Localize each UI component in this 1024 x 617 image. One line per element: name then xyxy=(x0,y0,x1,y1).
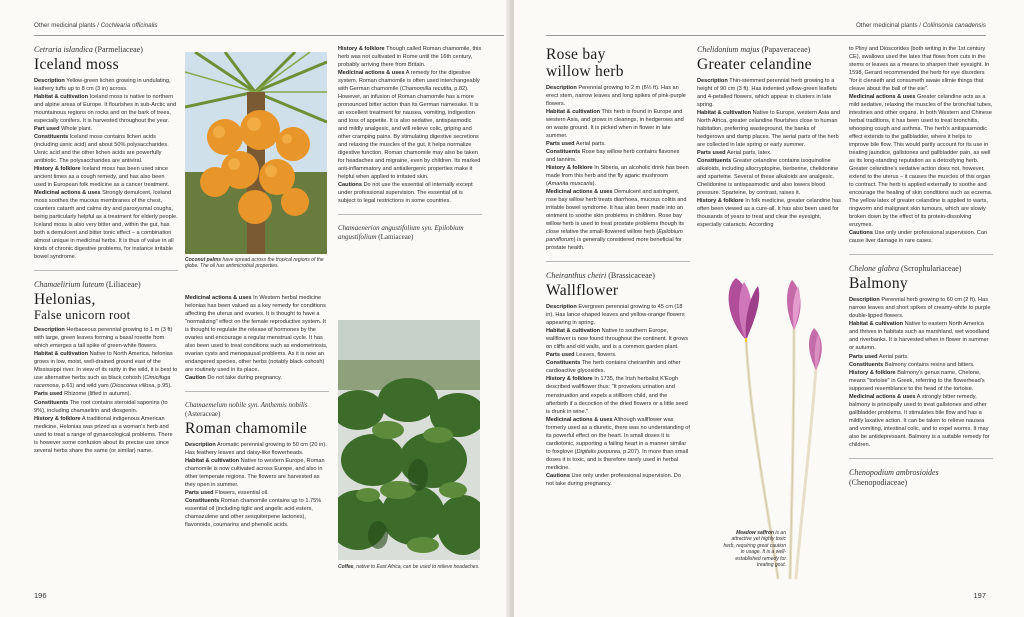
chamomile-actions: Medicinal actions & uses A remedy for the digestive system, Roman chamomile is often used interchangeably with German chamomile (Chamomilla recutita, p.82). However, an infusion of Roman chamomile has a more pronounced bitter action than its German namesake. It is an excellent treatment for nausea, vomiting, indigestion and loss of appetite. It is also sedative, antispasmodic and mildly analgesic, and will relieve colic, griping and other cramping pains. By stimulating digestive secretions and relaxing the muscles of the gut, it helps normalize digestive function. Roman chamomile may also be taken for headaches and migraine, even by children. Its marked anti-inflammatory and antiallergenic properties make it helpful when applied to irritated skin. xyxy=(338,70,481,181)
rosebay-history: History & folklore In Siberia, an alcoholic drink has been made from this herb and the fly agaric mushroom (Amanita muscaria). xyxy=(546,165,689,188)
saffron-caption: Meadow saffron is an attractive yet highly toxic herb, requiring great caution in usage. It is a well-established remedy for treating gout. xyxy=(723,530,786,569)
iceland-actions: Medicinal actions & uses Strongly demulcent, Iceland moss soothes the mucous membranes of the chest, counters catarrh and calms dry and paroxysmal coughs, being particularly helpful as a treatment for elderly people. Iceland moss is also very bitter and, within the gut, has both a demulcent and bitter tonic effect – a combination almost unique in medicinal herbs. It is thus of value in all kinds of chronic digestive problems, for instance irritable bowel syndrome. xyxy=(34,190,178,261)
wallflower-history: History & folklore In 1735, the Irish herbalist K'Eogh described wallflower thus: "It provokes urination and menstruation and expels a stillborn child, and the afterbirth if a decoction of the dried flowers or a little seed is drunk in wine." xyxy=(546,376,688,415)
helonias-constituents: Constituents The root contains steroidal saponins (to 9%), including chamaelirin and diosgenin. xyxy=(34,399,168,414)
separator xyxy=(34,270,178,271)
chamaenerion-latin: Chamaenerion angustifolium syn. Epilobium angustifolium (Lamiaceae) xyxy=(338,224,464,242)
balmony-habitat: Habitat & cultivation Native to eastern North America and thrives in habitats such as marshland, wet woodland and riverbanks. It is harvested when in flower in summer or autumn. xyxy=(849,321,990,352)
balmony-description: Description Perennial herb growing to 60 cm (2 ft). Has narrow leaves and short spikes of creamy-white to purple double-lipped flowers. xyxy=(849,297,991,320)
balmony-history: History & folklore Balmony's genus name, Chelone, means "tortoise" in Greek, referring to the flowerhead's supposed resemblance to the head of the tortoise. xyxy=(849,369,985,392)
celandine-title: Greater celandine xyxy=(697,56,812,73)
rosebay-constituents: Constituents Rose bay willow herb contains flavones and tannins. xyxy=(546,149,680,164)
iceland-constituents: Constituents Iceland moss contains lichen acids (including usnic acid) and about 50% polysaccharides. Usnic acid and the other lichen acids are powerfully antibiotic. The polysaccharides are antiviral. xyxy=(34,134,169,165)
helonias-history: History & folklore A traditional indigenous American medicine, Helonias was prized as a woman's herb and used to treat a range of gynaecological problems. There is however some confusion about its precise use since several herbs share the same (or similar) name. xyxy=(34,415,173,454)
chamomile-habitat: Habitat & cultivation Native to western Europe, Roman chamomile is now cultivated across Europe, and also in other temperate regions. The flowers are harvested as they open in summer. xyxy=(185,458,325,489)
celandine-history: History & folklore In folk medicine, greater celandine has often been viewed as a cure-all. It has also been used for thousands of years to treat and clear the eyesight, especially cataracts. According xyxy=(697,198,841,229)
balmony-latin: Chelone glabra (Scrophulariaceae) xyxy=(849,264,962,274)
celandine-latin: Chelidonium majus (Papaveraceae) xyxy=(697,45,811,54)
wallflower-caution: Cautions Use only under professional supervision. Do not take during pregnancy. xyxy=(546,472,681,487)
helonias-title: Helonias, xyxy=(34,291,96,309)
chamomile-history: History & folklore Though called Roman chamomile, this herb was not cultivated in Rome until the 16th century, probably arriving there from Britain. xyxy=(338,46,482,69)
chamomile-constituents: Constituents Roman chamomile contains up to 1.75% essential oil (including tiglic and angelic acid esters, chamazulene and other sesquiterpene lactones), flavonoids, coumarins and phenolic acids. xyxy=(185,498,322,529)
head-rule-left xyxy=(34,35,504,36)
celandine-habitat: Habitat & cultivation Native to Europe, western Asia and North Africa, greater celandine flourishes close to human habitation, preferring wasteground, the banks of hedgerows and damp places. The aerial parts of the herb are collected in late spring or early summer. xyxy=(697,110,841,149)
iceland-description: Description Yellow-green lichen growing in undulating, leathery tufts up to 8 cm (3 in) across. xyxy=(34,78,171,93)
right-page xyxy=(514,0,1024,617)
column-5 xyxy=(697,45,841,229)
balmony-constituents: Constituents Balmony contains resins and bitters. xyxy=(849,361,975,368)
column-6 xyxy=(849,45,993,488)
celandine-description: Description Thin-stemmed perennial herb growing to a height of 90 cm (3 ft). Has indented yellow-green leaflets and 4-petalled flowers, which appear in clusters in late spring. xyxy=(697,78,837,109)
chamomile-caution: Cautions Do not use the essential oil internally except under professional supervision. The essential oil is subject to legal restrictions in some countries. xyxy=(338,182,473,205)
iceland-moss-title: Iceland moss xyxy=(34,56,119,73)
wallflower-actions: Medicinal actions & uses Although wallflower was formerly used as a diuretic, there was no understanding of its powerful effect on the heart. In small doses it is cardiotonic, supporting a failing heart in a manner similar to foxglove (Digitalis purpurea, p.207). In more than small doses it is toxic, and is therefore rarely used in herbal medicine. xyxy=(546,416,690,471)
separator xyxy=(338,214,482,215)
iceland-moss-latin: Cetraria islandica (Parmeliaceae) xyxy=(34,45,143,54)
helonias-subtitle: False unicorn root xyxy=(34,308,131,323)
page-number-right: 197 xyxy=(973,591,986,600)
wallflower-parts: Parts used Leaves, flowers. xyxy=(546,352,617,359)
celandine-parts: Parts used Aerial parts, latex. xyxy=(697,150,772,157)
helonias-caution: Caution Do not take during pregnancy. xyxy=(185,375,282,382)
helonias-parts: Parts used Rhizome (lifted in autumn). xyxy=(34,391,132,398)
helonias-description: Description Herbaceous perennial growing to 1 m (3 ft) with large, green leaves forming a basal rosette from which emerges a tall spike of green-white flowers. xyxy=(34,327,173,350)
celandine-constituents: Constituents Greater celandine contains isoquinoline alkaloids, including allocryptopine, berberine, chelidonine and sparteine. Several of these alkaloids are analgesic. Chelidonine is antispasmodic and also lowers blood pressure. Sparteine, by contrast, raises it. xyxy=(697,158,839,197)
celandine-history-cont: to Pliny and Dioscorides (both writing in the 1st century CE), swallows used the latex that flows from cuts in the stems or leaves as a means to sharpen their eyesight. In 1598, Gerard recommended the herb for eye disorders "for it clenseth and consumeth awaie slimie things that cleave about the ball of the eie". xyxy=(849,46,990,93)
rosebay-parts: Parts used Aerial parts. xyxy=(546,141,606,148)
coconut-palm-photo xyxy=(185,52,327,254)
chamomile-description: Description Aromatic perennial growing to 50 cm (20 in). Has feathery leaves and daisy-like flowerheads. xyxy=(185,442,327,457)
rosebay-habitat: Habitat & cultivation This herb is found in Europe and western Asia, and grows in clearings, in hedgerows and on waste ground. It is picked when in flower in late summer. xyxy=(546,109,684,140)
separator xyxy=(849,458,993,459)
column-3 xyxy=(338,45,482,242)
rosebay-description: Description Perennial growing to 2 m (6½ ft). Has an erect stem, narrow leaves and long spikes of pink-purple flowers. xyxy=(546,85,686,108)
running-head-right: Other medicinal plants / Collinsonia canadensis xyxy=(855,22,986,29)
wallflower-title: Wallflower xyxy=(546,282,619,300)
helonias-actions: Medicinal actions & uses In Western herbal medicine helonias has been valued as a key remedy for conditions affecting the uterus and ovaries. It is thought to have a "normalizing" effect on the female reproductive system. It is thought to regulate the release of hormones by the ovaries and encourage a regular menstrual cycle. It has also been used to treat conditions such as endometriosis, ovarian cysts and menopausal problems. As it is now an endangered species, other herbs (notably black cohosh) are routinely used in its place. xyxy=(185,295,328,374)
separator xyxy=(185,391,329,392)
running-head-left: Other medicinal plants / Cochlearia officinalis xyxy=(34,22,158,29)
wallflower-habitat: Habitat & cultivation Native to southern Europe, wallflower is now found throughout the continent. It grows on cliffs and old walls, and is a common garden plant. xyxy=(546,328,689,351)
rosebay-title-line1: Rose bay xyxy=(546,46,606,63)
chamomile-parts: Parts used Flowers, essential oil. xyxy=(185,490,269,497)
column-1 xyxy=(34,45,178,455)
balmony-actions: Medicinal actions & uses A strongly bitter remedy, balmony is principally used to treat gallstones and other gallbladder problems. It stimulates bile flow and has a mildly laxative action. It can be taken to relieve nausea and vomiting, intestinal colic, and to expel worms. It may also be antidepressant. Balmony is a suitable remedy for children. xyxy=(849,393,990,448)
left-page xyxy=(0,0,510,617)
wallflower-description: Description Evergreen perennial growing to 45 cm (18 in). Has lance-shaped leaves and yellow-orange flowers appearing in spring. xyxy=(546,304,685,327)
helonias-habitat: Habitat & cultivation Native to North America, helonias grows in low, moist, well-drained ground east of the Mississippi river. In view of its rarity in the wild, it is best to use alternative herbs such as black cohosh (Cimicifuga racemosa, p.61) and wild yam (Dioscorea villosa, p.95). xyxy=(34,351,178,390)
coffee-plant-photo xyxy=(338,320,480,560)
celandine-caution: Cautions Use only under professional supervision. Can cause liver damage in rare cases. xyxy=(849,230,988,245)
head-rule-right xyxy=(546,35,986,36)
wallflower-latin: Cheiranthus cheiri (Brassicaceae) xyxy=(546,271,655,281)
separator xyxy=(546,261,690,262)
iceland-parts: Part used Whole plant. xyxy=(34,126,93,133)
celandine-actions: Medicinal actions & uses Greater celandine acts as a mild sedative, relaxing the muscles of the bronchial tubes, intestines and other organs. In both Western and Chinese herbal traditions, it has been used to treat bronchitis, whooping cough and asthma. The herb's antispasmodic effect extends to the gallbladder, where it helps to improve bile flow. This would partly account for its use in treating jaundice, gallstones and gallbladder pain, as well as its long-standing reputation as a detoxifying herb. Greater celandine's sedative action does not, however, extend to the uterus – it causes the muscles of this organ to contract. The herb is applied externally to soothe and encourage the healing of skin conditions such as eczema. The yellow latex of greater celandine is applied to warts, ringworm and malignant skin tumours, which are slowly broken down by the effect of its protein-dissolving enzymes. xyxy=(849,94,993,229)
column-4 xyxy=(546,45,690,488)
column-2 xyxy=(185,294,329,529)
iceland-habitat: Habitat & cultivation Iceland moss is native to northern and alpine areas of Europe. It flourishes in sub-Arctic and mountainous regions on rocks and on the bark of trees, especially conifers. It is harvested throughout the year. xyxy=(34,94,177,125)
separator xyxy=(849,254,993,255)
rosebay-actions: Medicinal actions & uses Demulcent and astringent, rose bay willow herb treats diarrhoea, mucous colitis and irritable bowel syndrome. It has also been made into an ointment to soothe skin problems in children. Rose bay willow herb is used to treat prostate problems though its close relative the small-flowered willow herb (Epilobium parviflorum) is generally considered more beneficial for prostate health. xyxy=(546,189,687,252)
balmony-parts: Parts used Aerial parts. xyxy=(849,353,909,360)
chenopodium-latin: Chenopodium ambrosioides (Chenopodiaceae) xyxy=(849,467,939,487)
roman-chamomile-title: Roman chamomile xyxy=(185,420,308,438)
roman-chamomile-latin: Chamaemelum nobile syn. Anthemis nobilis (Asteraceae) xyxy=(185,401,308,419)
iceland-history: History & folklore Iceland moss has been used since ancient times as a cough remedy, and has also been used in European folk medicine as a cancer treatment. xyxy=(34,166,170,189)
balmony-title: Balmony xyxy=(849,275,908,293)
rosebay-title-line2: willow herb xyxy=(546,63,624,80)
helonias-latin: Chamaelirium luteum (Liliaceae) xyxy=(34,280,141,290)
coffee-caption: Coffee, native to East Africa, can be used to relieve headaches. xyxy=(338,564,480,570)
wallflower-constituents: Constituents The herb contains cheiranthin and other cardioactive glycosides. xyxy=(546,360,681,375)
coconut-caption: Coconut palms have spread across the tropical regions of the globe. The oil has antimicrobial properties. xyxy=(185,257,324,270)
page-number-left: 196 xyxy=(34,591,47,600)
